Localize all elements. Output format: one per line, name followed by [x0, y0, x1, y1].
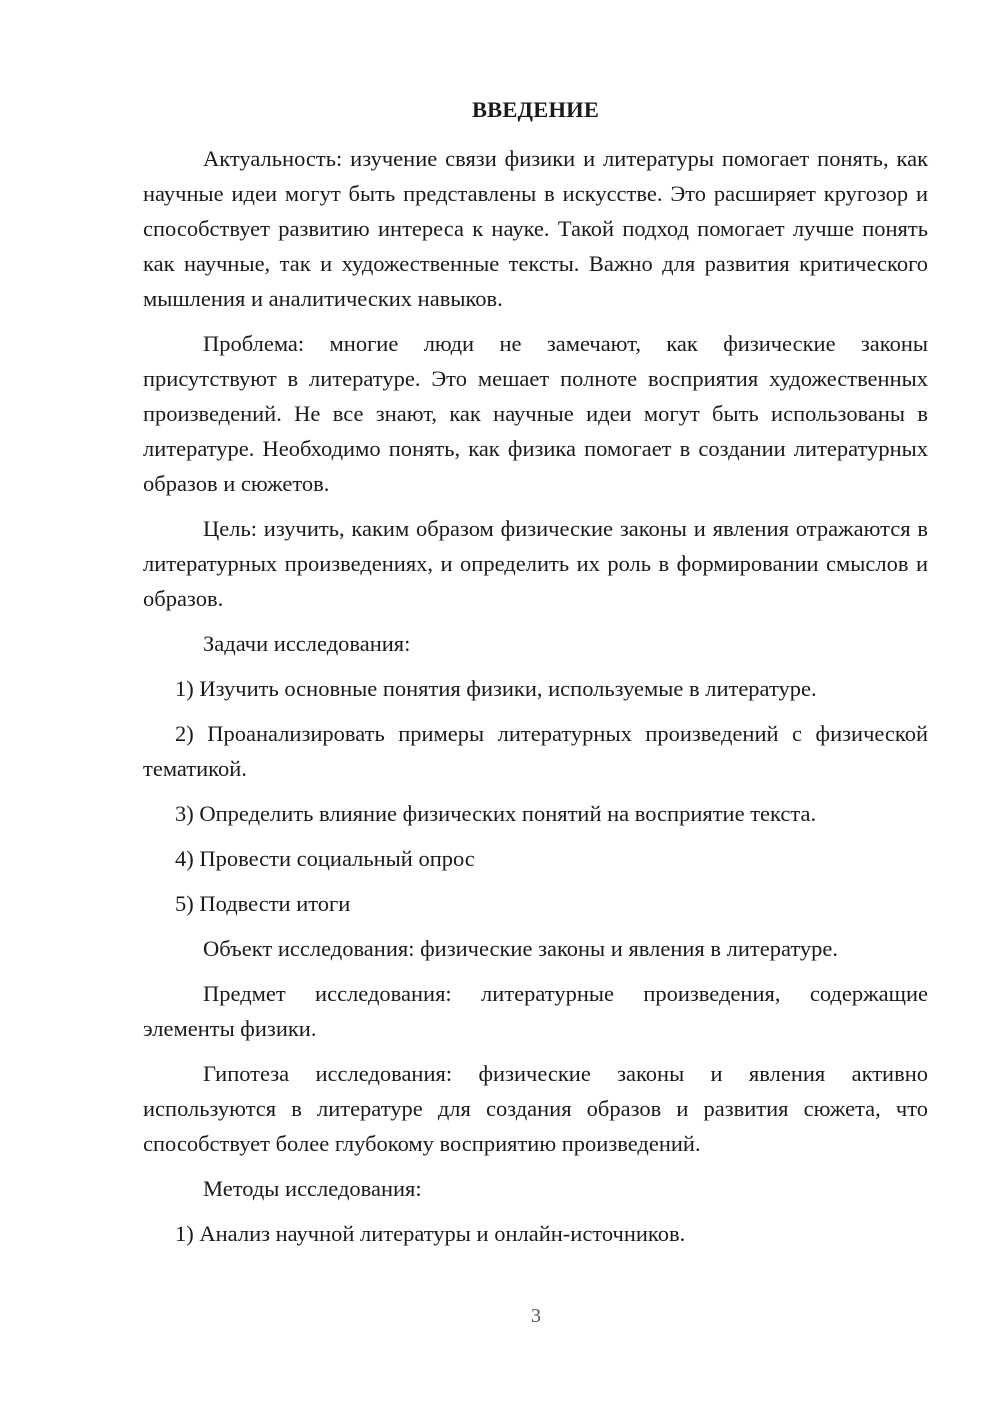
page-content: [143, 92, 928, 1261]
problem-paragraph: Проблема: многие люди не замечают, как физические законы присутствуют в литературе. Это мешает полноте восприятия художественных произведений. Не все знают, как научные идеи могут быть использованы в литературе. Необходимо понять, как физика помогает в создании литературных образов и сюжетов.: [143, 331, 928, 496]
task-item-2: 2) Проанализировать примеры литературных произведений с физической тематикой.: [143, 721, 928, 781]
task-item-3: 3) Определить влияние физических понятий на восприятие текста.: [175, 801, 817, 826]
section-heading: ВВЕДЕНИЕ: [471, 97, 600, 122]
methods-title: Методы исследования:: [203, 1176, 422, 1201]
task-item-5: 5) Подвести итоги: [175, 891, 351, 916]
hypothesis-paragraph: Гипотеза исследования: физические законы и явления активно используются в литературе для создания образов и развития сюжета, что способствует более глубокому восприятию произведений.: [143, 1061, 928, 1156]
task-item-1: 1) Изучить основные понятия физики, используемые в литературе.: [175, 676, 817, 701]
tasks-title: Задачи исследования:: [203, 631, 411, 656]
goal-paragraph: Цель: изучить, каким образом физические законы и явления отражаются в литературных произведениях, и определить их роль в формировании смыслов и образов.: [143, 516, 928, 611]
method-item-1: 1) Анализ научной литературы и онлайн-источников.: [175, 1221, 686, 1246]
relevance-paragraph: Актуальность: изучение связи физики и литературы помогает понять, как научные идеи могут быть представлены в искусстве. Это расширяет кругозор и способствует развитию интереса к науке. Такой подход помогает лучше понять как научные, так и художественные тексты. Важно для развития критического мышления и аналитических навыков.: [143, 146, 928, 311]
task-item-4: 4) Провести социальный опрос: [175, 846, 475, 871]
page-number: 3: [531, 1305, 541, 1327]
object-paragraph: Объект исследования: физические законы и явления в литературе.: [203, 936, 839, 961]
subject-paragraph: Предмет исследования: литературные произведения, содержащие элементы физики.: [143, 981, 928, 1041]
